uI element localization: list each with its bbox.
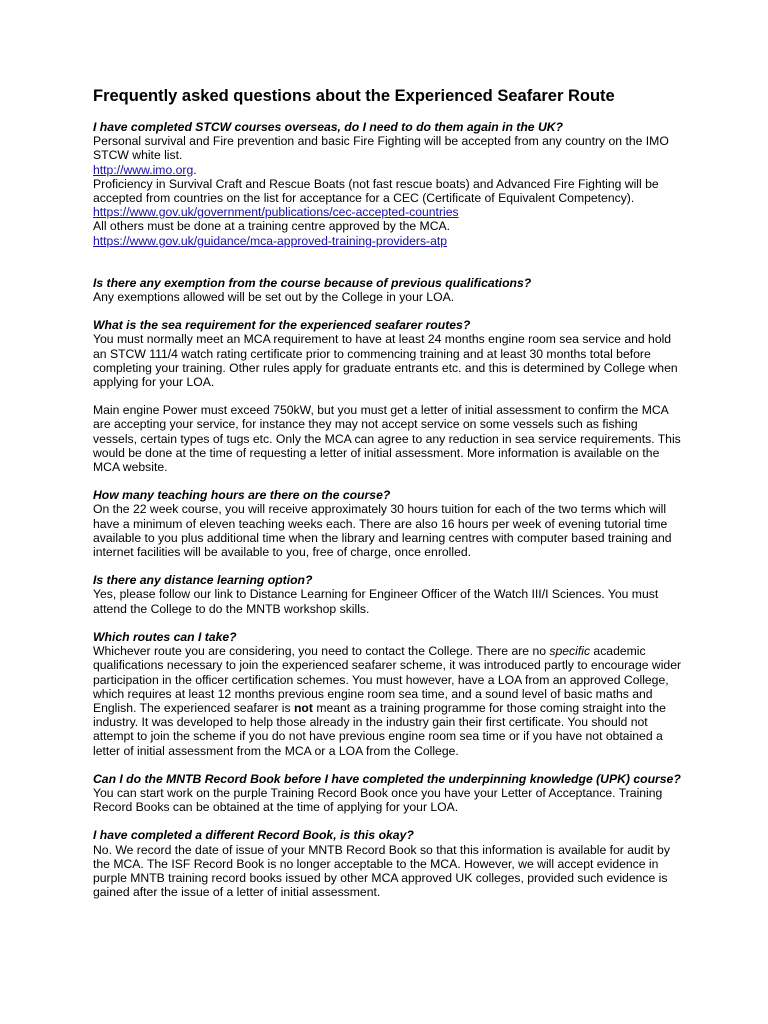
cec-accepted-countries-link[interactable]: https://www.gov.uk/government/publications/cec-accepted-countries: [93, 205, 459, 220]
faq-answer-text: Main engine Power must exceed 750kW, but you must get a letter of initial assessment to confirm the MCA are accepting your service, for instance they may not accept service on some vessels such as fishing vessels, certain types of tugs etc. Only the MCA can agree to any reduction in sea service requirements. This would be done at the time of requesting a letter of initial assessment. More information is available on the MCA website.: [93, 403, 681, 475]
emphasis-specific: specific: [549, 644, 591, 659]
faq-answer-text: Proficiency in Survival Craft and Rescue Boats (not fast rescue boats) and Advanced Fire Fighting will be accepted from countries on the list for acceptance for a CEC (Certificate of Equivalent Competency).: [93, 176, 659, 206]
faq-question: I have completed a different Record Book, is this okay?: [93, 828, 414, 843]
mca-approved-training-providers-link[interactable]: https://www.gov.uk/guidance/mca-approved-training-providers-atp: [93, 233, 448, 248]
faq-section-sea-requirement: [93, 318, 683, 474]
faq-answer-text: You must normally meet an MCA requirement to have at least 24 months engine room sea service and hold an STCW 111/4 watch rating certificate prior to commencing training and at least 30 months total before completing your training. Other rules apply for graduate entrants etc. and this is determined by College when applying for your LOA.: [93, 332, 678, 390]
faq-question: Which routes can I take?: [93, 629, 237, 644]
faq-question: Is there any distance learning option?: [93, 573, 313, 588]
answer-part: academic qualifications necessary to join the experienced seafarer scheme, it was introduced partly to encourage wider participation in the officer certification schemes. You must however, have a LOA from an approved College, which requires at least 12 months previous engine room sea time, and a sound level of basic maths and English. The experienced seafarer is: [93, 644, 682, 715]
faq-answer-text: [93, 644, 683, 758]
page-title: Frequently asked questions about the Experienced Seafarer Route: [93, 87, 615, 105]
faq-answer-text: No. We record the date of issue of your MNTB Record Book so that this information is available for audit by the MCA. The ISF Record Book is no longer acceptable to the MCA. However, we will accept evidence in purple MNTB training record books issued by other MCA approved UK colleges, provided such evidence is gained after the issue of a letter of initial assessment.: [93, 842, 670, 900]
faq-section-exemption: [93, 276, 683, 304]
faq-section-distance-learning: [93, 573, 683, 616]
faq-section-different-record-book: [93, 828, 683, 899]
faq-answer-text: On the 22 week course, you will receive approximately 30 hours tuition for each of the two terms which will have a minimum of eleven teaching weeks each. There are also 16 hours per week of evening tutorial time available to you plus additional time when the library and learning centres with computer based training and internet facilities will be available to you, free of charge, once enrolled.: [93, 502, 672, 560]
document-page: [93, 86, 683, 899]
answer-part: meant as a training programme for those coming straight into the industry. It was developed to help those already in the industry gain their first certificate. You should not attempt to join the scheme if you do not have previous engine room sea time or if you have not obtained a letter of initial assessment from the MCA or a LOA from the College.: [93, 700, 666, 758]
faq-answer-text: Personal survival and Fire prevention and basic Fire Fighting will be accepted from any country on the IMO STCW white list.: [93, 134, 669, 163]
faq-question: Can I do the MNTB Record Book before I have completed the underpinning knowledge (UPK) course?: [93, 771, 681, 786]
faq-section-record-book-upk: [93, 772, 683, 815]
faq-section-overseas-courses: [93, 120, 683, 248]
faq-answer-text: You can start work on the purple Training Record Book once you have your Letter of Acceptance. Training Record Books can be obtained at the time of applying for your LOA.: [93, 785, 663, 815]
faq-question: I have completed STCW courses overseas, do I need to do them again in the UK?: [93, 120, 563, 134]
answer-part: Whichever route you are considering, you need to contact the College. There are no: [93, 644, 550, 659]
faq-section-teaching-hours: [93, 488, 683, 559]
emphasis-not: not: [293, 700, 313, 715]
imo-link[interactable]: http://www.imo.org: [93, 162, 194, 177]
faq-question: Is there any exemption from the course because of previous qualifications?: [93, 275, 532, 290]
faq-question: What is the sea requirement for the experienced seafarer routes?: [93, 318, 471, 333]
faq-answer-text: Yes, please follow our link to Distance Learning for Engineer Officer of the Watch III/I Sciences. You must attend the College to do the MNTB workshop skills.: [93, 587, 659, 616]
faq-question: How many teaching hours are there on the course?: [93, 488, 391, 503]
link-suffix: .: [193, 162, 197, 177]
faq-answer-text: All others must be done at a training centre approved by the MCA.: [93, 219, 451, 234]
faq-answer-text: Any exemptions allowed will be set out by the College in your LOA.: [93, 290, 455, 305]
faq-section-routes: [93, 630, 683, 758]
